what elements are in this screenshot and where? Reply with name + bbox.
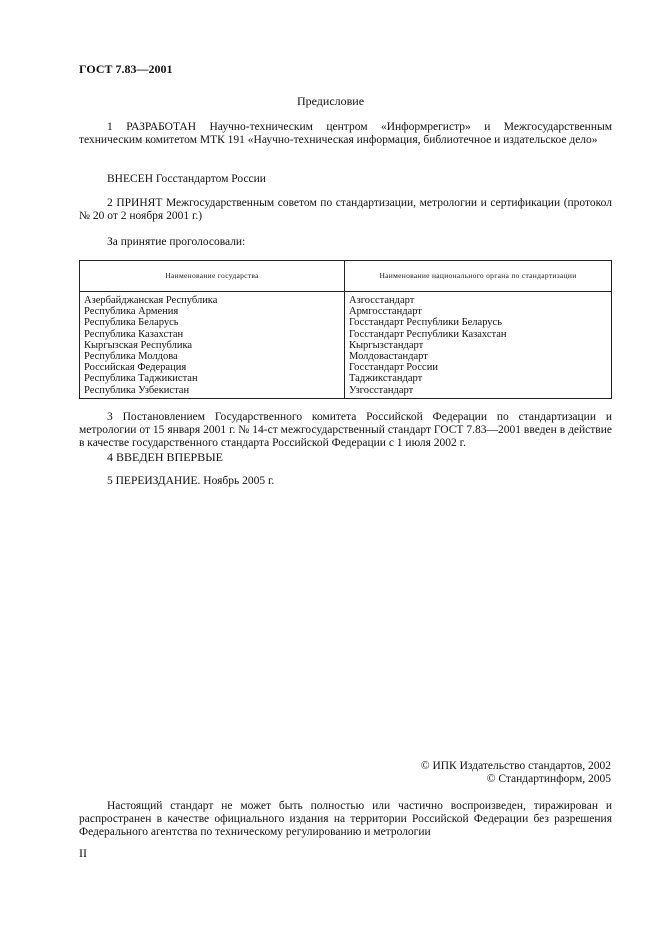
- state-name: Республика Молдова: [84, 351, 178, 363]
- copyright-block: [421, 760, 611, 786]
- foreword-introduced-by: ВНЕСЕН Госстандартом России: [107, 173, 266, 185]
- body-name: Госстандарт Республики Казахстан: [349, 328, 507, 340]
- header-body: Наименование национального органа по стандартизации: [345, 261, 612, 292]
- table-row: [80, 292, 612, 399]
- table-header-row: [80, 261, 612, 292]
- header-state: Наименование государства: [80, 261, 345, 292]
- document-code: ГОСТ 7.83—2001: [79, 62, 173, 76]
- states-cell: [80, 292, 345, 399]
- state-name: Республика Беларусь: [84, 317, 179, 329]
- state-name: Республика Узбекистан: [84, 384, 190, 396]
- body-name: Госстандарт Республики Беларусь: [349, 317, 503, 329]
- body-name: Азгосстандарт: [349, 295, 415, 306]
- copyright-line-1: © ИПК Издательство стандартов, 2002: [420, 760, 611, 772]
- body-name: Госстандарт России: [349, 362, 438, 374]
- body-name: Армгосстандарт: [349, 306, 422, 318]
- body-name: Узгосстандарт: [349, 384, 414, 396]
- state-name: Республика Армения: [84, 306, 179, 318]
- foreword-item-2: 2 ПРИНЯТ Межгосударственным советом по стандартизации, метрологии и сертификации (протокол № 20 от 2 ноября 2001 г.): [79, 197, 612, 222]
- state-name: Российская Федерация: [84, 362, 187, 374]
- body-name: Молдовастандарт: [349, 351, 428, 363]
- body-name: Таджикстандарт: [349, 373, 423, 385]
- page-number: II: [79, 846, 87, 860]
- foreword-item-1: 1 РАЗРАБОТАН Научно-техническим центром «Информрегистр» и Межгосударственным техническим комитетом МТК 191 «Научно-техническая информация, библиотечное и издательское дело»: [79, 121, 612, 146]
- state-name: Азербайджанская Республика: [84, 295, 218, 306]
- voting-table: [79, 260, 612, 399]
- foreword-item-4: 4 ВВЕДЕН ВПЕРВЫЕ: [107, 450, 223, 464]
- bodies-cell: [345, 292, 612, 399]
- foreword-title: Предисловие: [296, 94, 365, 108]
- state-name: Кыргызская Республика: [84, 339, 193, 351]
- body-name: Кыргызстандарт: [349, 339, 424, 351]
- state-name: Республика Казахстан: [84, 328, 184, 340]
- foreword-item-5: 5 ПЕРЕИЗДАНИЕ. Ноябрь 2005 г.: [107, 475, 275, 487]
- state-name: Республика Таджикистан: [84, 373, 198, 385]
- reproduction-notice: Настоящий стандарт не может быть полностью или частично воспроизведен, тиражирован и распространен в качестве официального издания на территории Российской Федерации без разрешения Федерального агентства по техническому регулированию и метрологии: [79, 800, 612, 838]
- foreword-item-3: 3 Постановлением Государственного комитета Российской Федерации по стандартизации и метрологии от 15 января 2001 г. № 14-ст межгосударственный стандарт ГОСТ 7.83—2001 введен в действие в качестве государственного стандарта Российской Федерации с 1 июля 2002 г.: [79, 411, 612, 449]
- copyright-line-2: © Стандартинформ, 2005: [486, 773, 611, 785]
- voted-label: За принятие проголосовали:: [107, 236, 246, 248]
